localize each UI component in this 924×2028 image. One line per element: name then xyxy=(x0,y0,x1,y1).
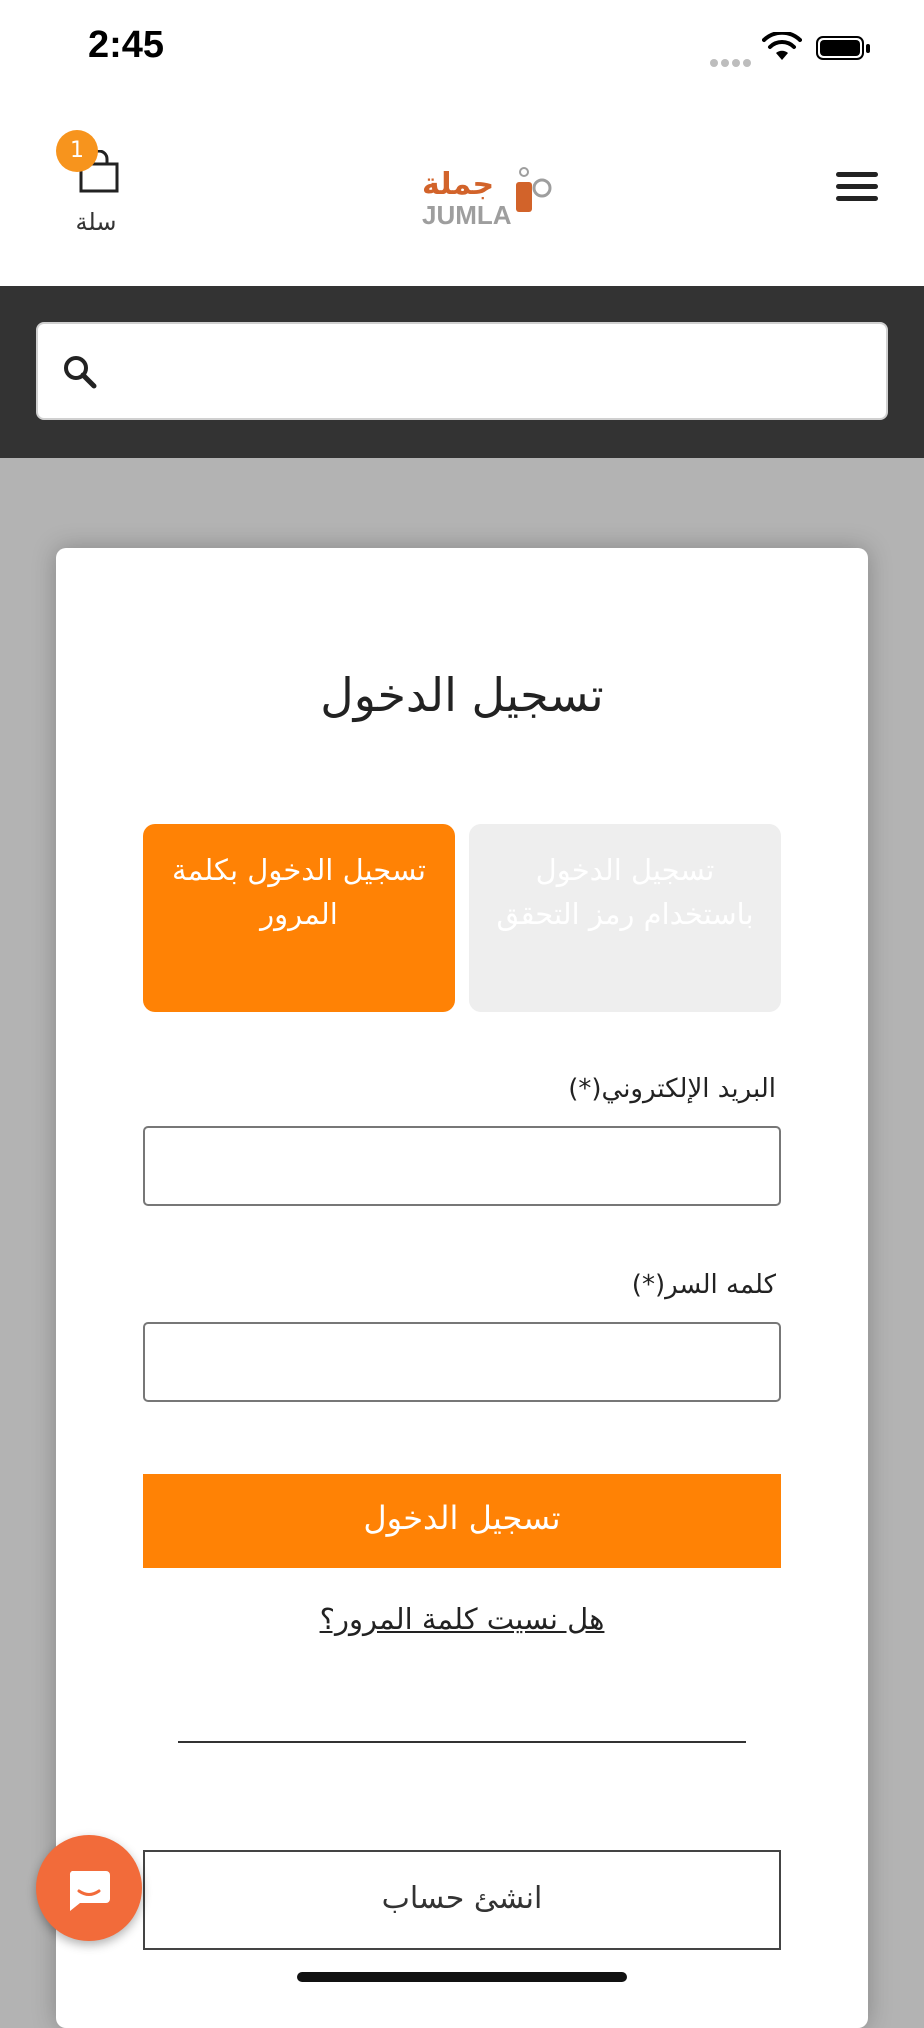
password-label: كلمه السر(*) xyxy=(631,1270,776,1300)
battery-icon xyxy=(816,36,872,62)
tab-password-login[interactable]: تسجيل الدخول بكلمة المرور xyxy=(143,824,455,1012)
logo-mark xyxy=(420,162,560,232)
logo-arabic-text: جملة xyxy=(422,167,495,202)
tab-otp-login[interactable]: تسجيل الدخول باستخدام رمز التحقق xyxy=(469,824,781,1012)
login-button[interactable]: تسجيل الدخول xyxy=(143,1474,781,1568)
chat-button[interactable] xyxy=(36,1835,142,1941)
email-field[interactable] xyxy=(143,1126,781,1206)
divider xyxy=(178,1741,746,1743)
hamburger-menu-icon[interactable] xyxy=(836,172,878,206)
search-box[interactable] xyxy=(36,322,888,420)
wifi-icon xyxy=(762,32,802,62)
search-input[interactable] xyxy=(118,338,872,406)
app-header xyxy=(0,100,924,286)
search-icon xyxy=(62,354,98,390)
status-time: 2:45 xyxy=(88,24,165,66)
home-indicator xyxy=(297,1972,627,1982)
create-account-button[interactable]: انشئ حساب xyxy=(143,1850,781,1950)
email-label: البريد الإلكتروني(*) xyxy=(568,1074,776,1104)
forgot-password-link[interactable]: هل نسيت كلمة المرور؟ xyxy=(319,1602,605,1636)
cart-button[interactable] xyxy=(56,130,156,250)
login-card xyxy=(56,548,868,2028)
search-band xyxy=(0,286,924,458)
cart-count-badge: 1 xyxy=(56,130,98,172)
page-title: تسجيل الدخول xyxy=(320,668,604,722)
jumla-logo[interactable] xyxy=(420,162,560,232)
cart-label: سلة xyxy=(75,208,117,236)
logo-latin-text: JUMLA xyxy=(422,200,512,230)
signal-dots-icon xyxy=(710,52,754,62)
password-field[interactable] xyxy=(143,1322,781,1402)
chat-bubble-icon xyxy=(66,1867,112,1913)
status-bar xyxy=(0,0,924,100)
